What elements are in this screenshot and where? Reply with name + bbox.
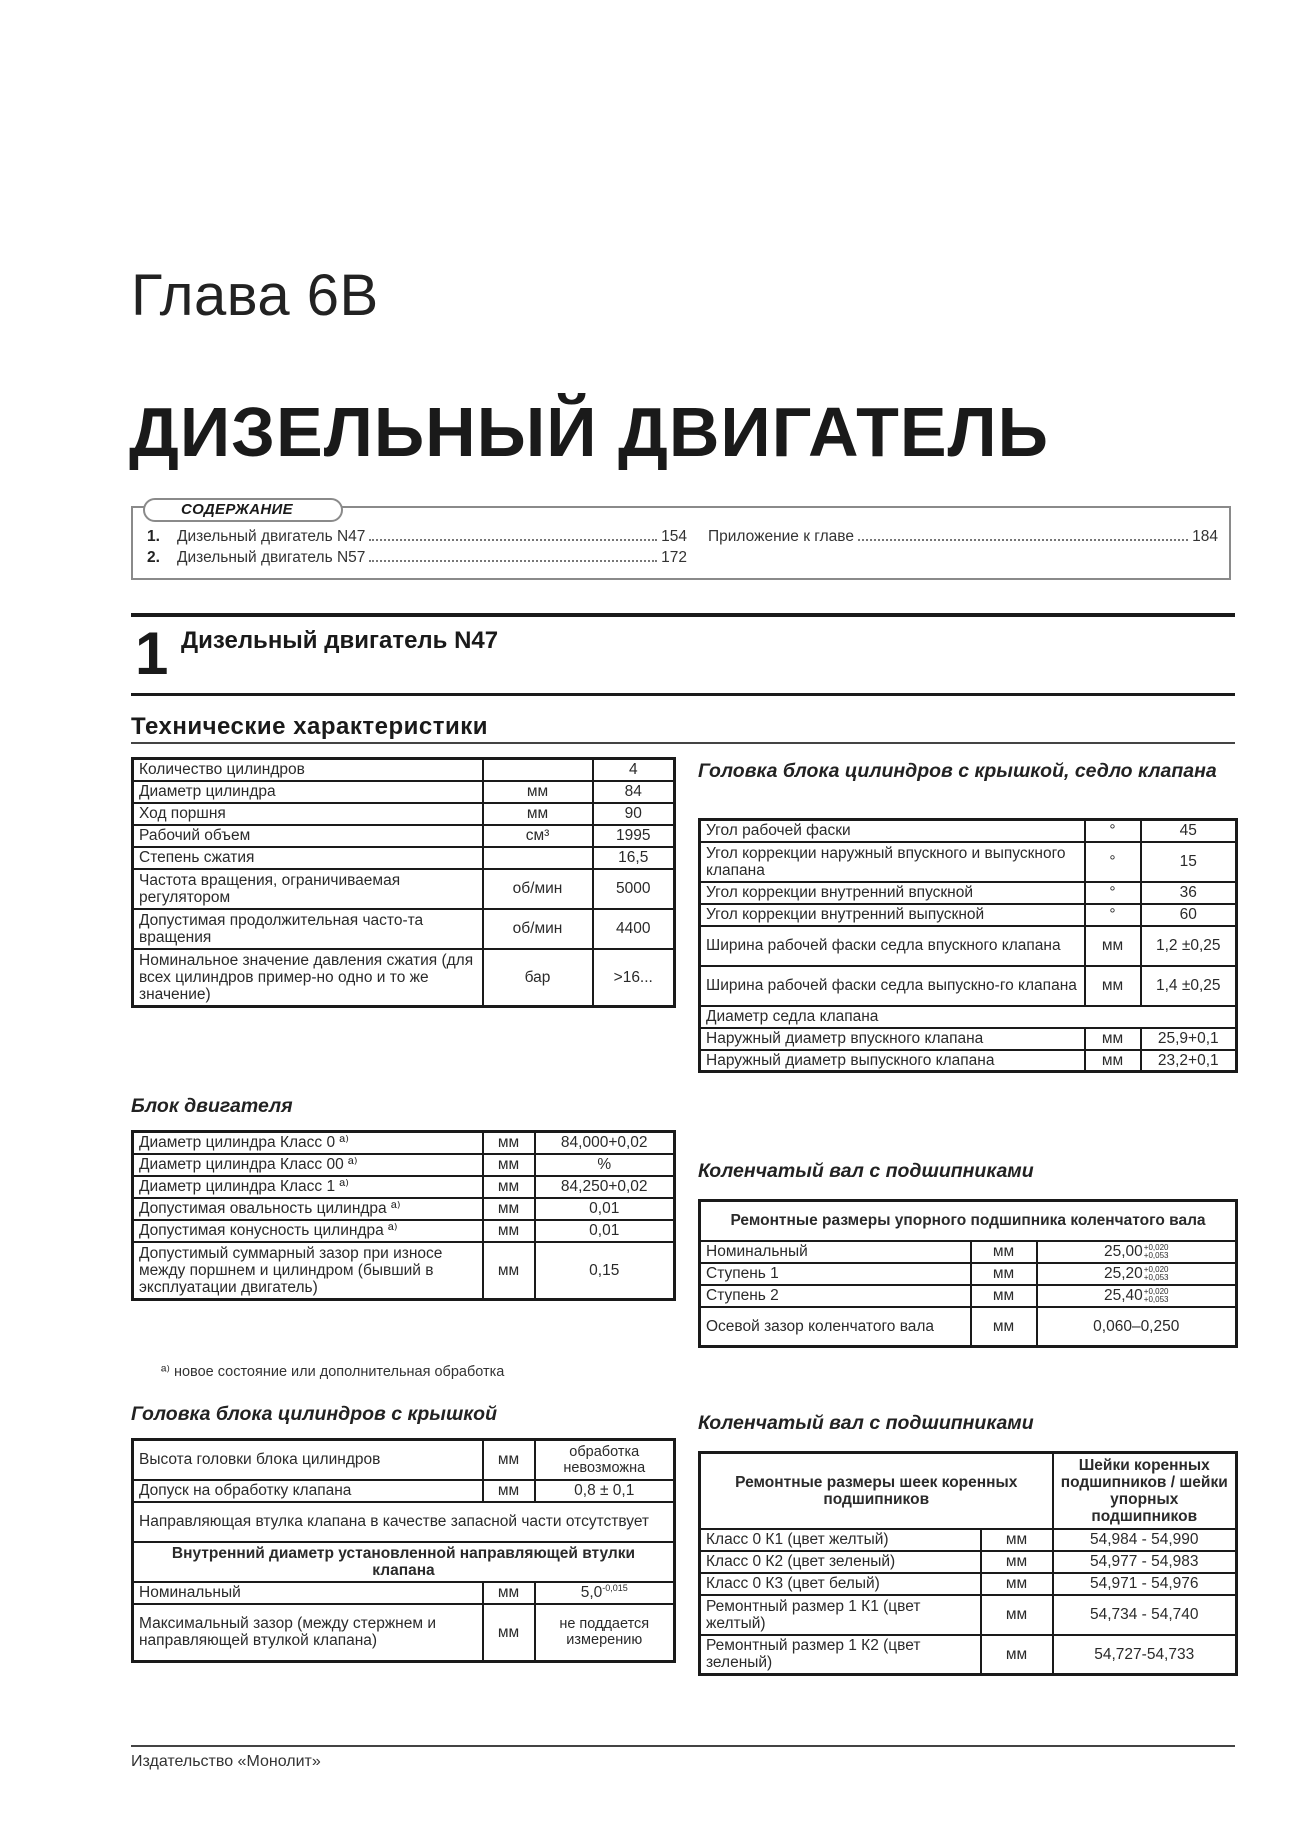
param-cell: Степень сжатия [133, 847, 483, 869]
span-cell: Направляющая втулка клапана в качестве запасной части отсутствует [133, 1502, 675, 1542]
tolerance-upper: +0,020 [1143, 1286, 1169, 1296]
value-cell: не поддается измерению [535, 1604, 675, 1662]
tolerance-upper: +0,020 [1143, 1264, 1169, 1274]
param-cell: Диаметр цилиндра Класс 00 ª⁾ [133, 1154, 483, 1176]
table-row [700, 966, 1237, 1006]
table-row [133, 1440, 675, 1480]
value-cell: 0,01 [535, 1220, 675, 1242]
value-cell: обработка невозможна [535, 1440, 675, 1480]
param-cell: Ширина рабочей фаски седла впускного клапана [700, 926, 1085, 966]
value-cell [535, 1582, 675, 1604]
table-row [133, 1242, 675, 1300]
section-number: 1 [135, 620, 169, 687]
unit-cell [483, 847, 593, 869]
param-cell: Наружный диаметр выпускного клапана [700, 1050, 1085, 1072]
chapter-title: ДИЗЕЛЬНЫЙ ДВИГАТЕЛЬ [129, 393, 1049, 471]
value-cell: 54,984 - 54,990 [1053, 1529, 1237, 1551]
unit-cell: мм [483, 1480, 535, 1502]
table-row [133, 1176, 675, 1198]
toc-item-label: Приложение к главе [708, 528, 854, 545]
unit-cell: мм [483, 1220, 535, 1242]
value-cell [1037, 1285, 1237, 1307]
toc-item-label: Дизельный двигатель N47 [177, 528, 366, 545]
value-cell: 54,734 - 54,740 [1053, 1595, 1237, 1635]
param-cell: Номинальное значение давления сжатия (для всех цилиндров пример-но одно и то же значение) [133, 949, 483, 1007]
param-cell: Угол рабочей фаски [700, 820, 1085, 842]
param-cell: Допустимая овальность цилиндра ª⁾ [133, 1198, 483, 1220]
param-cell: Ширина рабочей фаски седла выпускно-го клапана [700, 966, 1085, 1006]
unit-cell: мм [981, 1595, 1053, 1635]
unit-cell: мм [483, 781, 593, 803]
unit-cell: мм [483, 1176, 535, 1198]
crankshaft-title-2: Коленчатый вал с подшипниками [698, 1412, 1034, 1434]
table-row [133, 1542, 675, 1582]
tolerance-sup: -0,015 [602, 1582, 628, 1593]
param-cell: Наружный диаметр впускного клапана [700, 1028, 1085, 1050]
tech-specs-table [131, 757, 676, 1008]
toc-leader [369, 539, 657, 541]
unit-cell: мм [483, 1440, 535, 1480]
unit-cell: мм [483, 1582, 535, 1604]
table-row [133, 759, 675, 781]
param-cell: Ремонтный размер 1 К2 (цвет зеленый) [700, 1635, 981, 1675]
param-cell: Ступень 1 [700, 1263, 971, 1285]
param-cell: Допуск на обработку клапана [133, 1480, 483, 1502]
param-cell: Диаметр цилиндра Класс 1 ª⁾ [133, 1176, 483, 1198]
toc-item-label: Дизельный двигатель N57 [177, 549, 366, 566]
table-row [700, 1201, 1237, 1241]
chapter-label: Глава 6B [131, 263, 379, 328]
value-cell: 54,977 - 54,983 [1053, 1551, 1237, 1573]
table-row [700, 1635, 1237, 1675]
toc-item-page: 184 [1192, 528, 1218, 545]
toc-item-number: 2. [147, 549, 160, 566]
value-cell: 0,8 ± 0,1 [535, 1480, 675, 1502]
param-cell: Номинальный [700, 1241, 971, 1263]
table-row [133, 909, 675, 949]
tolerance-stack [1144, 1288, 1169, 1304]
table-row [700, 1551, 1237, 1573]
param-cell: Угол коррекции внутренний впускной [700, 882, 1085, 904]
value-cell: 1995 [593, 825, 675, 847]
table-row [133, 1582, 675, 1604]
section-rule-bottom [131, 693, 1235, 696]
toc-leader [369, 560, 657, 562]
param-cell: Диаметр цилиндра Класс 0 ª⁾ [133, 1132, 483, 1154]
param-cell: Номинальный [133, 1582, 483, 1604]
param-cell: Ступень 2 [700, 1285, 971, 1307]
unit-cell: мм [483, 1198, 535, 1220]
value-main: 25,00 [1104, 1243, 1143, 1260]
value-cell: >16... [593, 949, 675, 1007]
table-row [133, 1220, 675, 1242]
param-cell: Класс 0 К2 (цвет зеленый) [700, 1551, 981, 1573]
valve-seat-title: Головка блока цилиндров с крышкой, седло клапана [698, 760, 1217, 782]
table-row [133, 781, 675, 803]
table-row [133, 1198, 675, 1220]
table-row [133, 803, 675, 825]
unit-cell: мм [1085, 926, 1141, 966]
unit-cell: мм [971, 1241, 1037, 1263]
table-row [700, 1028, 1237, 1050]
value-cell: 90 [593, 803, 675, 825]
page [131, 0, 1235, 1839]
table-row [133, 1502, 675, 1542]
value-cell: 1,2 ±0,25 [1141, 926, 1237, 966]
table-row [700, 1307, 1237, 1347]
table-row [700, 904, 1237, 926]
subheader-cell: Внутренний диаметр установленной направляющей втулки клапана [133, 1542, 675, 1582]
value-cell: 84 [593, 781, 675, 803]
param-cell: Класс 0 К3 (цвет белый) [700, 1573, 981, 1595]
tolerance-lower: +0,053 [1143, 1250, 1169, 1260]
unit-cell: мм [981, 1529, 1053, 1551]
value-cell: 5000 [593, 869, 675, 909]
unit-cell: мм [483, 1154, 535, 1176]
unit-cell: ° [1085, 882, 1141, 904]
unit-cell: мм [981, 1551, 1053, 1573]
value-cell: 84,250+0,02 [535, 1176, 675, 1198]
footnote: ª⁾ новое состояние или дополнительная обработка [161, 1364, 505, 1380]
value-cell: 1,4 ±0,25 [1141, 966, 1237, 1006]
cyl-head-title: Головка блока цилиндров с крышкой [131, 1403, 497, 1425]
tolerance-upper: +0,020 [1143, 1242, 1169, 1252]
header-cell: Шейки коренных подшипников / шейки упорных подшипников [1053, 1453, 1237, 1529]
value-cell: 4 [593, 759, 675, 781]
param-cell: Допустимая конусность цилиндра ª⁾ [133, 1220, 483, 1242]
param-cell: Допустимый суммарный зазор при износе между поршнем и цилиндром (бывший в эксплуатации двигатель) [133, 1242, 483, 1300]
param-cell: Класс 0 К1 (цвет желтый) [700, 1529, 981, 1551]
unit-cell: мм [483, 803, 593, 825]
tolerance-lower: +0,053 [1143, 1272, 1169, 1282]
value-cell: 54,971 - 54,976 [1053, 1573, 1237, 1595]
toc-item[interactable] [147, 528, 687, 546]
param-cell: Рабочий объем [133, 825, 483, 847]
param-cell: Ремонтный размер 1 К1 (цвет желтый) [700, 1595, 981, 1635]
toc-box [131, 501, 1231, 580]
value-cell: 45 [1141, 820, 1237, 842]
value-cell: 4400 [593, 909, 675, 949]
value-cell: % [535, 1154, 675, 1176]
value-cell: 36 [1141, 882, 1237, 904]
engine-block-title: Блок двигателя [131, 1095, 293, 1117]
value-main: 25,20 [1104, 1265, 1143, 1282]
table-row [133, 1154, 675, 1176]
section-title: Дизельный двигатель N47 [181, 627, 499, 654]
table-row [133, 847, 675, 869]
param-cell: Частота вращения, ограничиваемая регулятором [133, 869, 483, 909]
unit-cell: мм [1085, 1050, 1141, 1072]
tolerance-lower: +0,053 [1143, 1294, 1169, 1304]
param-cell: Высота головки блока цилиндров [133, 1440, 483, 1480]
crankshaft-title-1: Коленчатый вал с подшипниками [698, 1160, 1034, 1182]
value-cell: 16,5 [593, 847, 675, 869]
table-row [700, 1285, 1237, 1307]
tech-heading-rule [131, 742, 1235, 744]
table-row [700, 1006, 1237, 1028]
unit-cell: мм [483, 1132, 535, 1154]
param-cell: Угол коррекции внутренний выпускной [700, 904, 1085, 926]
value-cell: 60 [1141, 904, 1237, 926]
unit-cell: об/мин [483, 909, 593, 949]
toc-item[interactable] [147, 549, 687, 567]
cyl-head-table [131, 1438, 676, 1663]
unit-cell: бар [483, 949, 593, 1007]
header-cell: Ремонтные размеры упорного подшипника коленчатого вала [700, 1201, 1237, 1241]
toc-heading: СОДЕРЖАНИЕ [143, 498, 343, 522]
unit-cell: мм [1085, 1028, 1141, 1050]
unit-cell: мм [981, 1573, 1053, 1595]
value-cell: 23,2+0,1 [1141, 1050, 1237, 1072]
toc-item-page: 172 [661, 549, 687, 566]
param-cell: Угол коррекции наружный впускного и выпускного клапана [700, 842, 1085, 882]
unit-cell: мм [483, 1604, 535, 1662]
table-row [133, 1132, 675, 1154]
value-cell: 54,727-54,733 [1053, 1635, 1237, 1675]
footer-rule [131, 1745, 1235, 1747]
table-row [700, 926, 1237, 966]
value-cell [1037, 1263, 1237, 1285]
table-row [700, 1050, 1237, 1072]
param-cell: Осевой зазор коленчатого вала [700, 1307, 971, 1347]
span-cell: Диаметр седла клапана [700, 1006, 1237, 1028]
tolerance-stack [1144, 1266, 1169, 1282]
param-cell: Количество цилиндров [133, 759, 483, 781]
table-row [700, 1595, 1237, 1635]
tech-heading: Технические характеристики [131, 713, 489, 740]
param-cell: Максимальный зазор (между стержнем и направляющей втулкой клапана) [133, 1604, 483, 1662]
unit-cell: мм [483, 1242, 535, 1300]
unit-cell: мм [971, 1263, 1037, 1285]
table-row [133, 949, 675, 1007]
unit-cell: об/мин [483, 869, 593, 909]
unit-cell: ° [1085, 842, 1141, 882]
value-main: 25,40 [1104, 1287, 1143, 1304]
value-cell: 84,000+0,02 [535, 1132, 675, 1154]
toc-item-page: 154 [661, 528, 687, 545]
thrust-bearing-table [698, 1199, 1238, 1348]
table-row [700, 842, 1237, 882]
table-row [700, 1529, 1237, 1551]
footer-publisher: Издательство «Монолит» [131, 1753, 321, 1770]
unit-cell: мм [981, 1635, 1053, 1675]
value-cell: 0,01 [535, 1198, 675, 1220]
table-row [700, 882, 1237, 904]
value-cell: 15 [1141, 842, 1237, 882]
unit-cell: мм [971, 1285, 1037, 1307]
section-rule-top [131, 613, 1235, 617]
table-row [700, 820, 1237, 842]
param-cell: Диаметр цилиндра [133, 781, 483, 803]
table-row [700, 1573, 1237, 1595]
value-cell: 0,060–0,250 [1037, 1307, 1237, 1347]
engine-block-table [131, 1130, 676, 1301]
table-row [133, 1480, 675, 1502]
value-cell: 25,9+0,1 [1141, 1028, 1237, 1050]
table-row [700, 1453, 1237, 1529]
table-row [133, 825, 675, 847]
table-row [700, 1263, 1237, 1285]
tolerance-stack [1144, 1244, 1169, 1260]
param-cell: Допустимая продолжительная часто-та вращения [133, 909, 483, 949]
table-row [700, 1241, 1237, 1263]
valve-seat-table [698, 818, 1238, 1073]
header-cell: Ремонтные размеры шеек коренных подшипников [700, 1453, 1053, 1529]
toc-item-number: 1. [147, 528, 160, 545]
table-row [133, 1604, 675, 1662]
toc-item[interactable] [708, 528, 1218, 546]
value-cell [1037, 1241, 1237, 1263]
unit-cell: см³ [483, 825, 593, 847]
main-journal-table [698, 1451, 1238, 1676]
table-row [133, 869, 675, 909]
toc-leader [858, 539, 1188, 541]
unit-cell: мм [1085, 966, 1141, 1006]
param-cell: Ход поршня [133, 803, 483, 825]
value-main: 5,0 [580, 1584, 603, 1601]
unit-cell: ° [1085, 820, 1141, 842]
unit-cell [483, 759, 593, 781]
value-cell: 0,15 [535, 1242, 675, 1300]
unit-cell: мм [971, 1307, 1037, 1347]
unit-cell: ° [1085, 904, 1141, 926]
